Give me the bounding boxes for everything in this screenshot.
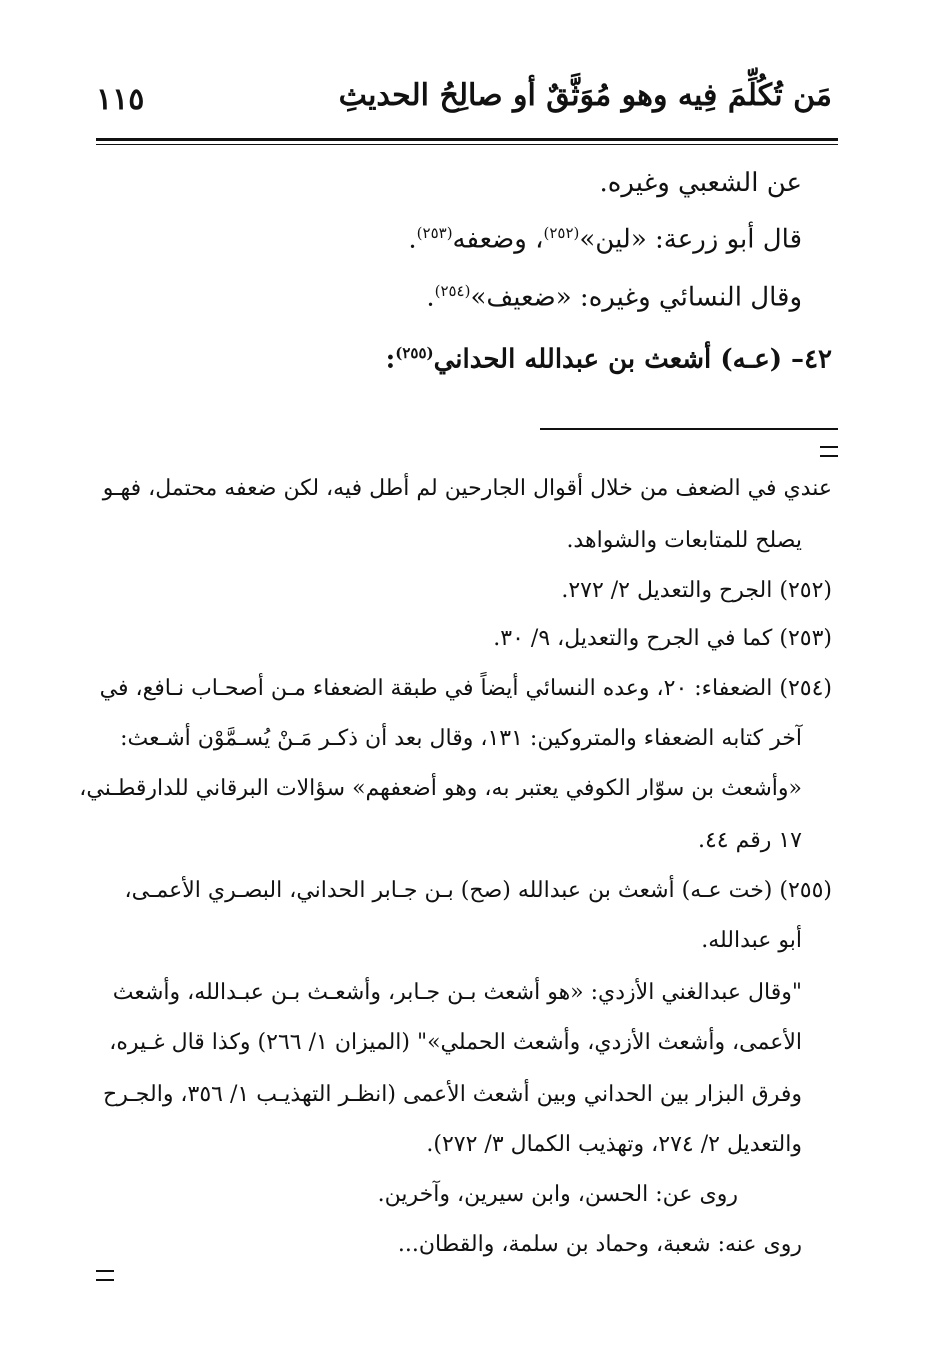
footnote-ref-254: (٢٥٤): [434, 282, 471, 300]
footnote-line: يصلح للمتابعات والشواهد.: [566, 528, 802, 553]
header-rule-thick: [96, 138, 838, 141]
footnote-line: "وقال عبدالغني الأزدي: «هو أشعث بـن جـابر، وأشعـث بـن عبـدالله، وأشعث: [112, 980, 802, 1005]
main-line-2: قال أبو زرعة: «لين»$^{(٢٥٢)}$، وضعفه$^{(٢٥٣)}$.: [408, 224, 802, 255]
footnote-ref-253: (٢٥٣): [416, 224, 453, 242]
footnote-line: ١٧ رقم ٤٤.: [697, 828, 802, 853]
footnote-ref-255: (٢٥٥): [395, 344, 434, 362]
footnote-separator: [540, 428, 838, 430]
header-rule-thin: [96, 144, 838, 145]
footnote-252: (٢٥٢) الجرح والتعديل ٢/ ٢٧٢.: [561, 578, 832, 603]
footnote-line: «وأشعث بن سوّار الكوفي يعتبر به، وهو أضعفهم» سؤالات البرقاني للدارقطـني،: [79, 776, 802, 801]
page-number: ١١٥: [96, 82, 145, 117]
footnote-line: روى عن: الحسن، وابن سيرين، وآخرين.: [377, 1182, 738, 1207]
footnote-ref-252: (٢٥٢): [543, 224, 580, 242]
footnote-line: الأعمى، وأشعث الأزدي، وأشعث الحملي»" (الميزان ١/ ٢٦٦) وكذا قال غـيره،: [109, 1030, 802, 1055]
footnote-254: (٢٥٤) الضعفاء: ٢٠، وعده النسائي أيضاً في طبقة الضعفاء مـن أصحـاب نـافع، في: [99, 676, 832, 701]
running-header-title: مَن تُكُلِّمَ فِيه وهو مُوَثَّقٌ أو صالِحُ الحديثِ: [338, 78, 832, 113]
continuation-mark-top: [820, 446, 838, 457]
footnote-line: أبو عبدالله.: [701, 928, 802, 953]
continuation-mark-bottom: [96, 1270, 114, 1281]
footnote-line: آخر كتابه الضعفاء والمتروكين: ١٣١، وقال بعد أن ذكـر مَـنْ يُسـمَّوْن أشـعث:: [120, 726, 802, 751]
main-line-3: وقال النسائي وغيره: «ضعيف»$^{(٢٥٤)}$.: [426, 282, 802, 313]
footnote-line: وفرق البزار بين الحداني وبين أشعث الأعمى (انظـر التهذيـب ١/ ٣٥٦، والجـرح: [103, 1082, 802, 1107]
footnote-line: روى عنه: شعبة، وحماد بن سلمة، والقطان...: [397, 1232, 802, 1257]
footnote-255: (٢٥٥) (خت عـه) أشعث بن عبدالله (صح) بـن جـابر الحداني، البصـري الأعمـى،: [124, 878, 832, 903]
footnote-253: (٢٥٣) كما في الجرح والتعديل، ٩/ ٣٠.: [493, 626, 832, 651]
footnote-line: عندي في الضعف من خلال أقوال الجارحين لم أطل فيه، لكن ضعفه محتمل، فهـو: [102, 476, 832, 501]
entry-heading: ٤٢– (عـه) أشعث بن عبدالله الحداني$^{(٢٥٥)}$:: [385, 344, 832, 375]
footnote-line: والتعديل ٢/ ٢٧٤، وتهذيب الكمال ٣/ ٢٧٢).: [426, 1132, 802, 1157]
main-line-1: عن الشعبي وغيره.: [599, 168, 802, 198]
